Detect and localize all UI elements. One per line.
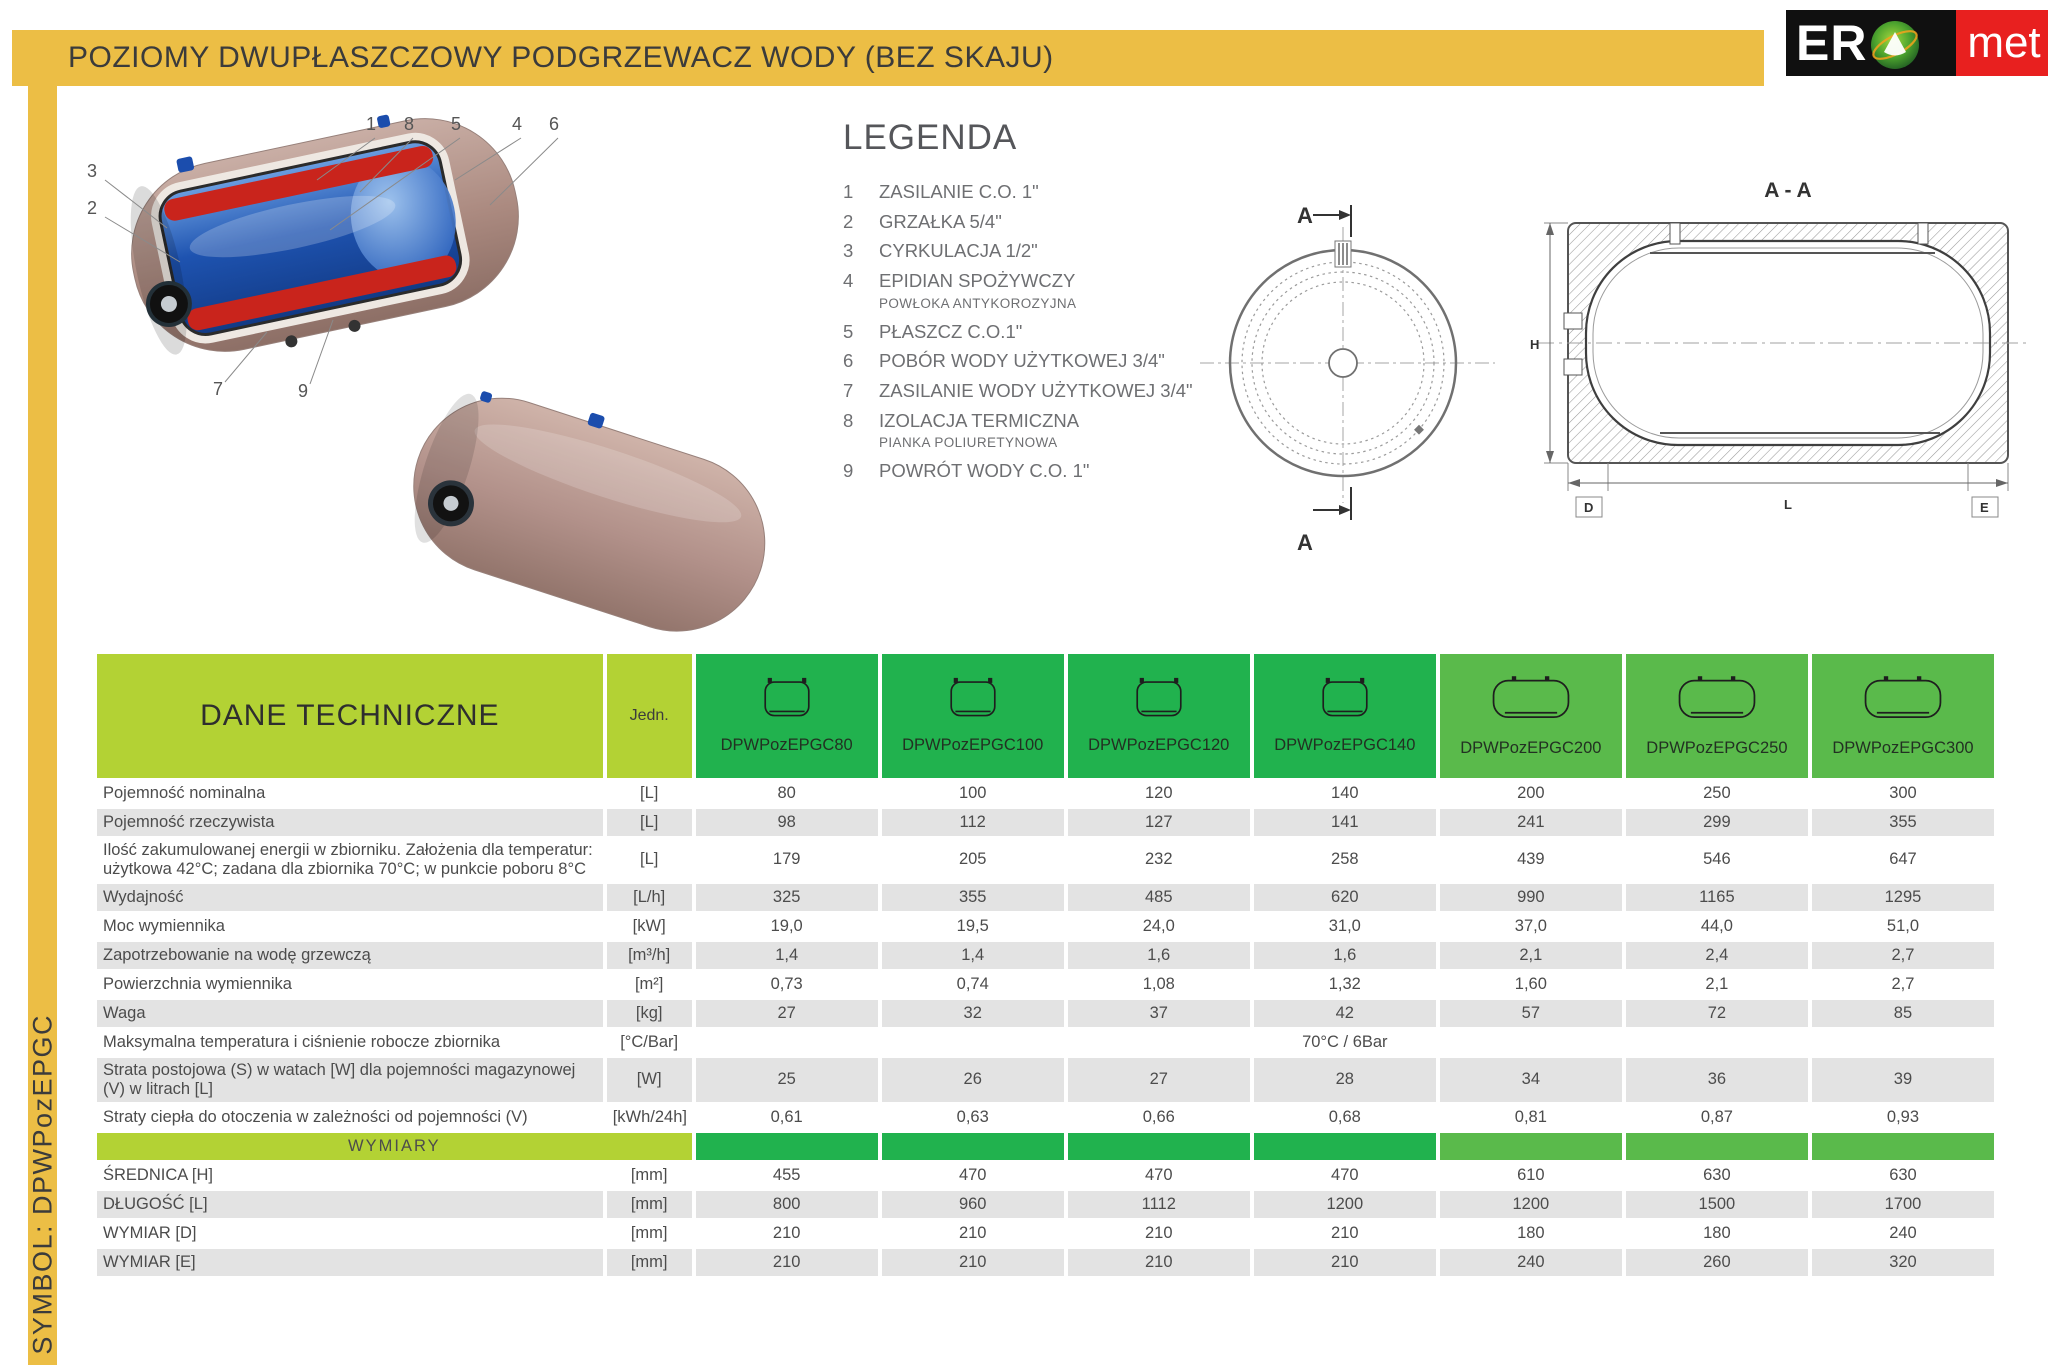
logo-red-block [1956, 10, 2048, 76]
model-column-header [1440, 654, 1622, 778]
dimensions-band-cell [1626, 1133, 1808, 1160]
row-value: 85 [1812, 1000, 1994, 1027]
section-mark-top: A [1297, 203, 1313, 228]
model-column-header [1254, 654, 1436, 778]
legend-item-number: 3 [843, 240, 854, 262]
row-value: 470 [1254, 1162, 1436, 1189]
row-unit: [kWh/24h] [607, 1104, 692, 1131]
row-value: 355 [882, 884, 1064, 911]
logo-text-red: met [1967, 18, 2041, 67]
row-value: 141 [1254, 809, 1436, 836]
row-value-merged: 70°C / 6Bar [696, 1029, 1994, 1056]
row-value: 1,08 [1068, 971, 1250, 998]
model-column-header [1626, 654, 1808, 778]
dimension-e-label: E [1980, 500, 1989, 515]
row-value: 1200 [1254, 1191, 1436, 1218]
dimensions-band-cell [1254, 1133, 1436, 1160]
row-value: 19,5 [882, 913, 1064, 940]
model-name: DPWPozEPGC200 [1460, 739, 1602, 757]
row-value: 470 [882, 1162, 1064, 1189]
row-value: 470 [1068, 1162, 1250, 1189]
plain-tank [391, 366, 791, 654]
table-row [97, 971, 1994, 998]
legend-item-number: 7 [843, 380, 854, 402]
row-unit: [kg] [607, 1000, 692, 1027]
row-label: Pojemność rzeczywista [97, 809, 603, 836]
callout-number: 8 [403, 114, 415, 134]
row-label: Waga [97, 1000, 603, 1027]
cross-section-drawing [1185, 165, 1515, 560]
row-value: 25 [696, 1058, 878, 1102]
table-row [97, 1058, 1994, 1102]
row-label: Zapotrzebowanie na wodę grzewczą [97, 942, 603, 969]
row-value: 1,4 [696, 942, 878, 969]
dimensions-band [97, 1133, 1994, 1160]
table-row [97, 1162, 1994, 1189]
row-value: 98 [696, 809, 878, 836]
row-value: 180 [1440, 1220, 1622, 1247]
row-value: 1,60 [1440, 971, 1622, 998]
tank-icon [1671, 671, 1763, 725]
row-value: 39 [1812, 1058, 1994, 1102]
model-name: DPWPozEPGC140 [1274, 736, 1416, 754]
model-column-header [882, 654, 1064, 778]
dimensions-band-cell [1068, 1133, 1250, 1160]
row-value: 800 [696, 1191, 878, 1218]
row-unit: [W] [607, 1058, 692, 1102]
row-label: Straty ciepła do otoczenia w zależności od pojemności (V) [97, 1104, 603, 1131]
row-value: 300 [1812, 780, 1994, 807]
tank-icon [942, 674, 1004, 722]
legend-item-label: EPIDIAN SPOŻYWCZY POWŁOKA ANTYKOROZYJNA [879, 270, 1077, 311]
legend-item-number: 4 [843, 270, 854, 292]
model-column-header [1068, 654, 1250, 778]
row-value: 2,7 [1812, 971, 1994, 998]
tank-icon [1857, 671, 1949, 725]
row-unit: [L] [607, 809, 692, 836]
dimensions-band-cell [882, 1133, 1064, 1160]
row-value: 37,0 [1440, 913, 1622, 940]
legend-item-number: 5 [843, 320, 854, 342]
row-value: 325 [696, 884, 878, 911]
table-row [97, 1029, 1994, 1056]
table-row [97, 1249, 1994, 1276]
section-aa-drawing [1520, 145, 2048, 560]
row-value: 355 [1812, 809, 1994, 836]
model-name: DPWPozEPGC120 [1088, 736, 1230, 754]
row-value: 2,1 [1626, 971, 1808, 998]
row-value: 0,81 [1440, 1104, 1622, 1131]
row-value: 990 [1440, 884, 1622, 911]
row-value: 44,0 [1626, 913, 1808, 940]
legend-item-number: 9 [843, 460, 854, 482]
row-value: 240 [1812, 1220, 1994, 1247]
row-value: 210 [1254, 1249, 1436, 1276]
legend-item-number: 1 [843, 181, 854, 202]
row-label: WYMIAR [D] [97, 1220, 603, 1247]
row-value: 240 [1440, 1249, 1622, 1276]
row-unit: [m²] [607, 971, 692, 998]
unit-column-header: Jedn. [607, 654, 692, 778]
row-value: 210 [696, 1249, 878, 1276]
row-value: 1,6 [1068, 942, 1250, 969]
row-value: 80 [696, 780, 878, 807]
table-row [97, 809, 1994, 836]
table-row [97, 1000, 1994, 1027]
row-value: 1,6 [1254, 942, 1436, 969]
row-value: 0,66 [1068, 1104, 1250, 1131]
row-value: 210 [1068, 1220, 1250, 1247]
legend-item-label: POWRÓT WODY C.O. 1" [879, 460, 1090, 482]
row-unit: [kW] [607, 913, 692, 940]
dimension-h-label: H [1530, 337, 1540, 352]
row-unit: [mm] [607, 1220, 692, 1247]
row-value: 19,0 [696, 913, 878, 940]
row-value: 42 [1254, 1000, 1436, 1027]
row-unit: [L] [607, 780, 692, 807]
row-label: DŁUGOŚĆ [L] [97, 1191, 603, 1218]
row-label: Powierzchnia wymiennika [97, 971, 603, 998]
row-unit: [L/h] [607, 884, 692, 911]
row-value: 250 [1626, 780, 1808, 807]
row-value: 647 [1812, 838, 1994, 882]
model-name: DPWPozEPGC300 [1832, 739, 1974, 757]
row-unit: [m³/h] [607, 942, 692, 969]
product-render [55, 80, 835, 670]
row-value: 27 [696, 1000, 878, 1027]
row-value: 455 [696, 1162, 878, 1189]
row-value: 100 [882, 780, 1064, 807]
callout-number: 9 [297, 381, 309, 401]
row-unit: [mm] [607, 1162, 692, 1189]
row-value: 2,7 [1812, 942, 1994, 969]
row-value: 28 [1254, 1058, 1436, 1102]
legend-item-label: PŁASZCZ C.O.1" [879, 320, 1023, 342]
row-value: 24,0 [1068, 913, 1250, 940]
logo-text-black: ER [1796, 15, 1868, 71]
row-value: 180 [1626, 1220, 1808, 1247]
row-value: 1700 [1812, 1191, 1994, 1218]
row-value: 0,63 [882, 1104, 1064, 1131]
table-row [97, 1191, 1994, 1218]
model-column-header [1812, 654, 1994, 778]
row-value: 1,4 [882, 942, 1064, 969]
tank-icon [1485, 671, 1577, 725]
legend-item-label: ZASILANIE C.O. 1" [879, 181, 1039, 202]
row-label: Ilość zakumulowanej energii w zbiorniku. Założenia dla temperatur: użytkowa 42°C; zadana dla zbiornika 70°C; w punkcie poboru 8°C [97, 838, 603, 882]
tank-icon [1128, 674, 1190, 722]
row-label: Pojemność nominalna [97, 780, 603, 807]
callout-number: 3 [86, 161, 98, 181]
row-value: 0,87 [1626, 1104, 1808, 1131]
row-value: 127 [1068, 809, 1250, 836]
model-name: DPWPozEPGC100 [902, 736, 1044, 754]
row-value: 1165 [1626, 884, 1808, 911]
row-value: 630 [1812, 1162, 1994, 1189]
tank-icon [756, 674, 818, 722]
legend-item-label: IZOLACJA TERMICZNA PIANKA POLIURETYNOWA [879, 409, 1080, 451]
row-value: 57 [1440, 1000, 1622, 1027]
table-row [97, 1220, 1994, 1247]
legend-item-label: ZASILANIE WODY UŻYTKOWEJ 3/4" [879, 380, 1193, 402]
callout-number: 4 [511, 114, 523, 134]
title-bar [12, 30, 1764, 86]
row-value: 36 [1626, 1058, 1808, 1102]
legend-item-number: 2 [843, 210, 854, 232]
model-name: DPWPozEPGC250 [1646, 739, 1788, 757]
table-title: DANE TECHNICZNE [97, 654, 603, 778]
row-value: 299 [1626, 809, 1808, 836]
dimension-l-label: L [1784, 497, 1792, 512]
tank-icon [1314, 674, 1376, 722]
row-value: 210 [1068, 1249, 1250, 1276]
legend-item-subtext: POWŁOKA ANTYKOROZYJNA [879, 295, 1077, 311]
table-row [97, 1104, 1994, 1131]
legend-item-label: POBÓR WODY UŻYTKOWEJ 3/4" [879, 350, 1165, 372]
section-mark-bottom: A [1297, 530, 1313, 555]
row-value: 179 [696, 838, 878, 882]
row-label: Wydajność [97, 884, 603, 911]
row-value: 112 [882, 809, 1064, 836]
brand-logo [1786, 10, 2048, 76]
row-value: 0,93 [1812, 1104, 1994, 1131]
row-unit: [L] [607, 838, 692, 882]
callout-number: 6 [548, 114, 560, 134]
row-unit: [°C/Bar] [607, 1029, 692, 1056]
row-value: 210 [696, 1220, 878, 1247]
row-label: ŚREDNICA [H] [97, 1162, 603, 1189]
cutaway-tank [112, 92, 537, 377]
row-value: 205 [882, 838, 1064, 882]
dimension-d-label: D [1584, 500, 1594, 515]
row-label: Strata postojowa (S) w watach [W] dla pojemności magazynowej (V) w litrach [L] [97, 1058, 603, 1102]
row-value: 258 [1254, 838, 1436, 882]
row-value: 210 [1254, 1220, 1436, 1247]
table-row [97, 942, 1994, 969]
dimensions-band-cell [1812, 1133, 1994, 1160]
callout-number: 5 [450, 114, 462, 134]
row-value: 241 [1440, 809, 1622, 836]
row-value: 320 [1812, 1249, 1994, 1276]
row-unit: [mm] [607, 1249, 692, 1276]
legend-item-number: 8 [843, 409, 854, 431]
row-value: 1295 [1812, 884, 1994, 911]
symbol-label: SYMBOL: DPWPozEPGC [27, 1014, 57, 1355]
row-value: 630 [1626, 1162, 1808, 1189]
row-value: 2,4 [1626, 942, 1808, 969]
row-value: 34 [1440, 1058, 1622, 1102]
row-value: 210 [882, 1249, 1064, 1276]
row-value: 51,0 [1812, 913, 1994, 940]
legend-item-subtext: PIANKA POLIURETYNOWA [879, 435, 1058, 451]
callout-number: 1 [365, 114, 377, 134]
row-value: 439 [1440, 838, 1622, 882]
row-value: 1112 [1068, 1191, 1250, 1218]
callout-number: 2 [86, 198, 98, 218]
row-value: 0,73 [696, 971, 878, 998]
dimensions-band-cell [696, 1133, 878, 1160]
section-aa-title: A - A [1764, 179, 1812, 202]
row-value: 2,1 [1440, 942, 1622, 969]
row-value: 1500 [1626, 1191, 1808, 1218]
row-label: Moc wymiennika [97, 913, 603, 940]
row-value: 26 [882, 1058, 1064, 1102]
legend-title: LEGENDA [843, 118, 1018, 157]
row-value: 27 [1068, 1058, 1250, 1102]
row-value: 546 [1626, 838, 1808, 882]
row-value: 0,74 [882, 971, 1064, 998]
row-value: 620 [1254, 884, 1436, 911]
row-value: 1200 [1440, 1191, 1622, 1218]
row-value: 140 [1254, 780, 1436, 807]
table-row [97, 838, 1994, 882]
row-label: Maksymalna temperatura i ciśnienie robocze zbiornika [97, 1029, 603, 1056]
callout-number: 7 [212, 379, 224, 399]
row-value: 200 [1440, 780, 1622, 807]
globe-icon [1869, 19, 1921, 71]
row-value: 210 [882, 1220, 1064, 1247]
row-value: 485 [1068, 884, 1250, 911]
row-value: 0,61 [696, 1104, 878, 1131]
row-value: 120 [1068, 780, 1250, 807]
row-value: 610 [1440, 1162, 1622, 1189]
row-value: 1,32 [1254, 971, 1436, 998]
legend-item-number: 6 [843, 350, 854, 372]
dimensions-band-cell [1440, 1133, 1622, 1160]
model-name: DPWPozEPGC80 [720, 736, 853, 754]
spec-table [93, 652, 1998, 1278]
row-value: 260 [1626, 1249, 1808, 1276]
row-value: 72 [1626, 1000, 1808, 1027]
row-unit: [mm] [607, 1191, 692, 1218]
legend-item-label: CYRKULACJA 1/2" [879, 240, 1038, 262]
table-row [97, 884, 1994, 911]
table-row [97, 913, 1994, 940]
model-column-header [696, 654, 878, 778]
table-row [97, 780, 1994, 807]
sidebar-strip [28, 86, 57, 1365]
row-value: 32 [882, 1000, 1064, 1027]
row-value: 0,68 [1254, 1104, 1436, 1131]
logo-black-block [1786, 10, 1956, 76]
dimensions-title: WYMIARY [97, 1133, 692, 1160]
row-value: 232 [1068, 838, 1250, 882]
row-label: WYMIAR [E] [97, 1249, 603, 1276]
row-value: 960 [882, 1191, 1064, 1218]
row-value: 37 [1068, 1000, 1250, 1027]
legend-item-label: GRZAŁKA 5/4" [879, 210, 1002, 232]
row-value: 31,0 [1254, 913, 1436, 940]
page-title: POZIOMY DWUPŁASZCZOWY PODGRZEWACZ WODY (BEZ SKAJU) [68, 41, 1054, 74]
